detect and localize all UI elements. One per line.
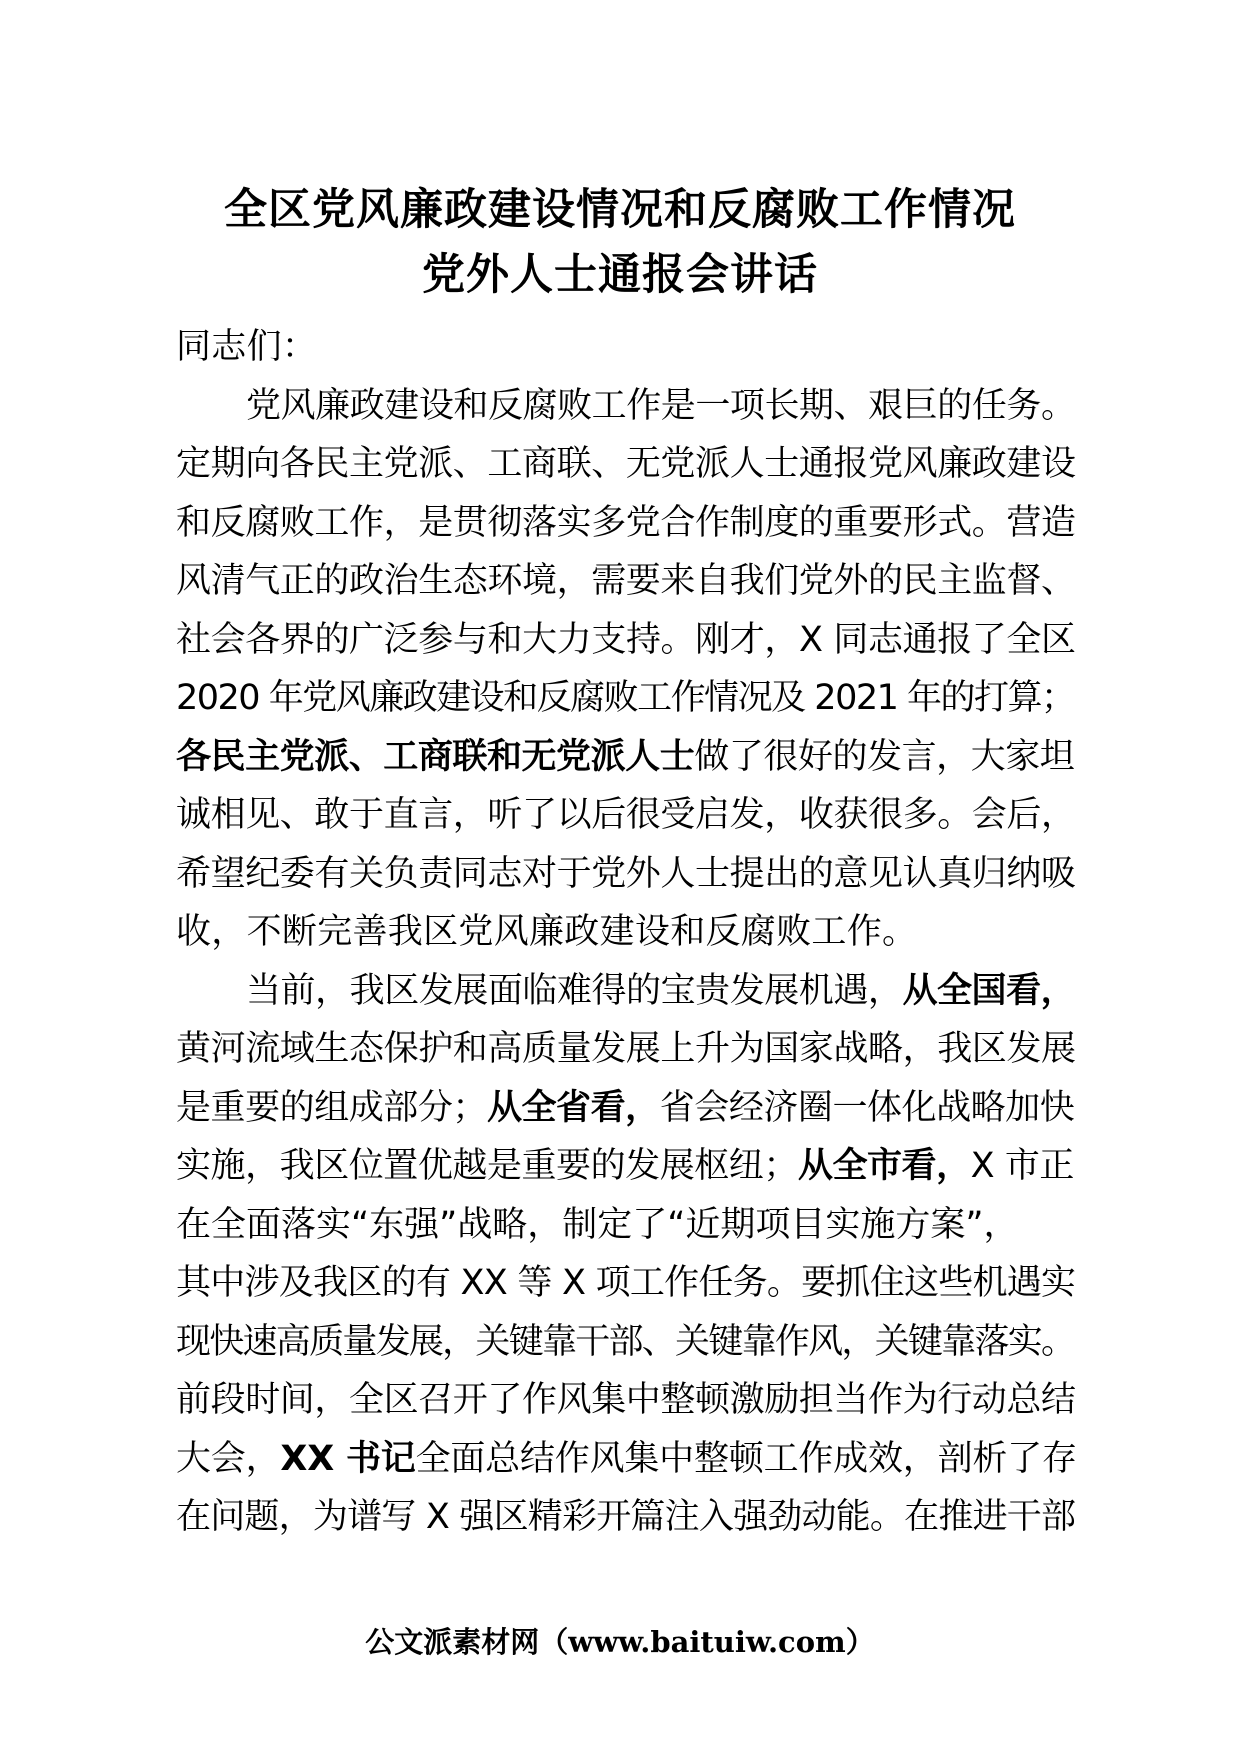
text-fragment: 是重要的组成部分； <box>176 1087 487 1128</box>
text-fragment: 黄河流域生态保护和高质量发展上升为国家战略，我区发展 <box>176 1029 1076 1069</box>
text-fragment: 其中涉及我区的有 XX 等 X 项工作任务。要抓住这些机遇实 <box>176 1263 1076 1303</box>
paragraph-1-line <box>176 728 1076 787</box>
document-title-line-1: 全区党风廉政建设情况和反腐败工作情况 <box>224 185 1016 235</box>
document-body <box>176 318 1076 1547</box>
text-fragment: 希望纪委有关负责同志对于党外人士提出的意见认真归纳吸 <box>176 853 1076 894</box>
paragraph-2-line <box>176 1020 1076 1079</box>
paragraph-2-line <box>176 1488 1076 1547</box>
text-fragment: 全面总结作风集中整顿工作成效，剖析了存 <box>415 1438 1077 1479</box>
salutation <box>176 318 1076 377</box>
text-fragment: 2020 年党风廉政建设和反腐败工作情况及 2021 年的打算； <box>176 678 1075 718</box>
footer-source-link[interactable]: 公文派素材网（www.baituiw.com） <box>365 1625 875 1659</box>
paragraph-1-line <box>176 611 1076 670</box>
paragraph-2-line <box>176 1254 1076 1313</box>
paragraph-1-line <box>176 845 1076 904</box>
paragraph-1-line <box>176 494 1076 553</box>
paragraph-2-line <box>176 1137 1076 1196</box>
text-fragment: X 市正 <box>970 1146 1074 1186</box>
paragraph-2-line <box>176 962 1076 1021</box>
text-fragment: 在全面落实“东强”战略，制定了“近期项目实施方案”， <box>176 1204 1019 1245</box>
text-fragment: 前段时间，全区召开了作风集中整顿激励担当作为行动总结 <box>176 1380 1076 1420</box>
paragraph-1-line <box>176 786 1076 845</box>
paragraph-2-line <box>176 1313 1076 1372</box>
text-fragment: 实施，我区位置优越是重要的发展枢纽； <box>176 1146 798 1186</box>
text-fragment: 和反腐败工作，是贯彻落实多党合作制度的重要形式。营造 <box>176 502 1076 543</box>
text-fragment: 风清气正的政治生态环境，需要来自我们党外的民主监督、 <box>176 561 1076 601</box>
paragraph-1-line <box>176 669 1076 728</box>
text-fragment: 在问题，为谱写 X 强区精彩开篇注入强劲动能。在推进干部 <box>176 1497 1076 1537</box>
text-fragment: 党风廉政建设和反腐败工作是一项长期、艰巨的任务。 <box>246 385 1076 426</box>
text-fragment: 当前，我区发展面临难得的宝贵发展机遇， <box>246 970 903 1011</box>
text-fragment: 诚相见、敢于直言，听了以后很受启发，收获很多。会后， <box>176 795 1076 835</box>
text-fragment: 定期向各民主党派、工商联、无党派人士通报党风廉政建设 <box>176 444 1076 484</box>
text-fragment: 收，不断完善我区党风廉政建设和反腐败工作。 <box>176 912 918 952</box>
paragraph-1-line <box>176 552 1076 611</box>
bold-fragment: 从全省看， <box>486 1087 660 1128</box>
paragraph-2-line <box>176 1371 1076 1430</box>
bold-fragment: 从全国看， <box>902 970 1076 1011</box>
paragraph-2-line <box>176 1079 1076 1138</box>
bold-fragment: 从全市看， <box>797 1146 971 1186</box>
paragraph-1-line <box>176 435 1076 494</box>
paragraph-2-line <box>176 1196 1076 1255</box>
document-title-line-2: 党外人士通报会讲话 <box>422 250 818 300</box>
text-fragment: 大会， <box>176 1438 281 1479</box>
bold-fragment: 各民主党派、工商联和无党派人士 <box>176 736 695 777</box>
paragraph-1-line <box>176 903 1076 962</box>
text-fragment: 省会经济圈一体化战略加快 <box>659 1087 1075 1128</box>
bold-fragment: XX 书记 <box>280 1438 416 1479</box>
paragraph-1-line <box>176 377 1076 436</box>
text-fragment: 社会各界的广泛参与和大力支持。刚才，X 同志通报了全区 <box>176 619 1076 660</box>
text-fragment: 现快速高质量发展，关键靠干部、关键靠作风，关键靠落实。 <box>176 1321 1075 1362</box>
text-fragment: 做了很好的发言，大家坦 <box>694 736 1075 777</box>
paragraph-2-line <box>176 1430 1076 1489</box>
salutation-text: 同志们： <box>176 327 318 367</box>
